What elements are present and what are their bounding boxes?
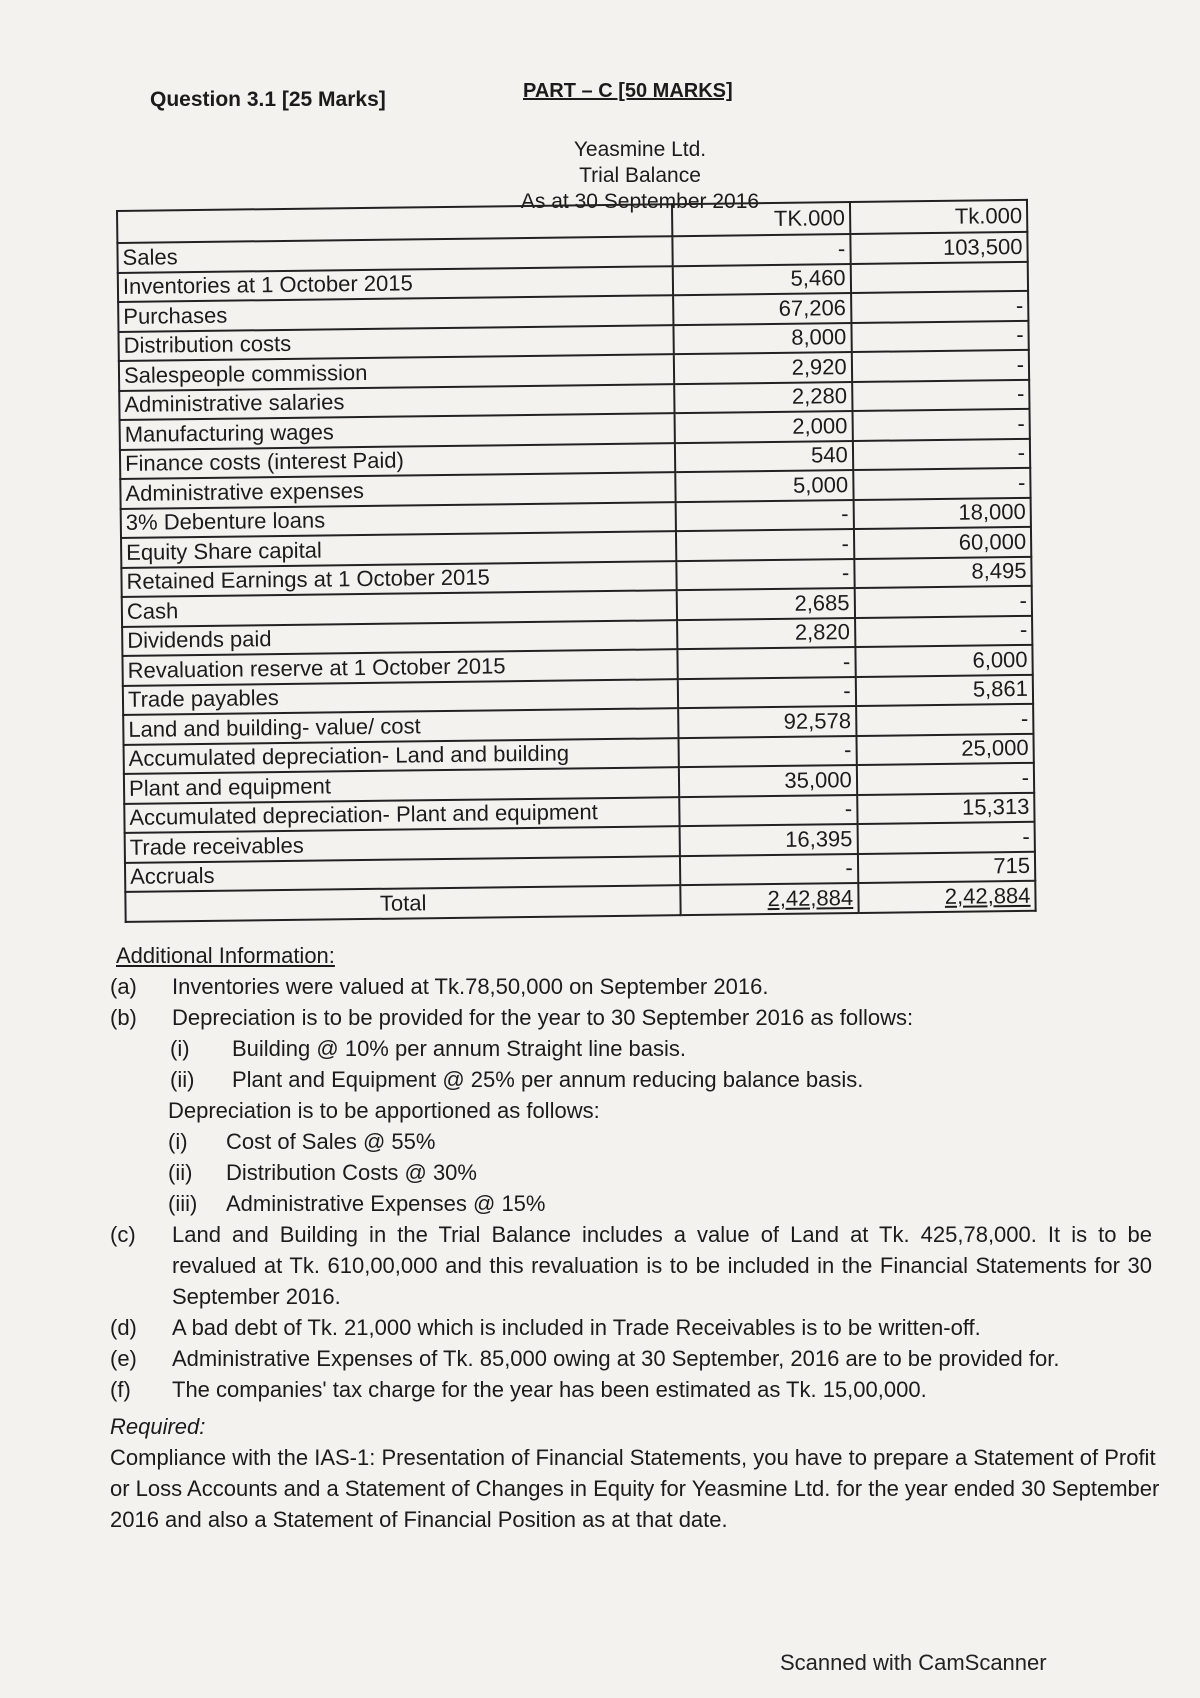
credit-amount: -: [853, 438, 1031, 470]
item-text: Administrative Expenses of Tk. 85,000 owing at 30 September, 2016 are to be provided for.: [172, 1346, 1060, 1371]
item-text: Cost of Sales @ 55%: [226, 1129, 436, 1154]
credit-amount: -: [851, 350, 1029, 382]
account-label: Equity Share capital: [121, 531, 677, 567]
debit-amount: 5,000: [676, 470, 854, 502]
item-tag: (a): [110, 974, 137, 999]
account-label: Salespeople commission: [119, 354, 675, 390]
item-text: The companies' tax charge for the year has been estimated as Tk. 15,00,000.: [172, 1377, 927, 1402]
credit-amount: 18,000: [853, 497, 1031, 529]
required-text: Compliance with the IAS-1: Presentation of Financial Statements, you have to prepare a Statement of Profit or Loss Accounts and a Statement of Changes in Equity for Yeasmine Ltd. for the year ended 30 September 2016 and also a Statement of Financial Position as at that date.: [110, 1445, 1160, 1532]
credit-amount: -: [857, 822, 1035, 854]
required-heading: Required:: [110, 1414, 206, 1439]
debit-amount: 16,395: [680, 824, 858, 856]
debit-header: TK.000: [672, 202, 850, 236]
debit-amount: -: [680, 794, 858, 826]
account-label: Trade payables: [123, 679, 679, 715]
info-item-c: [110, 1219, 1170, 1312]
debit-amount: -: [680, 853, 858, 885]
debit-amount: 2,820: [677, 618, 855, 650]
statement-date: As at 30 September 2016: [520, 190, 760, 213]
debit-amount: 8,000: [674, 323, 852, 355]
item-tag: (b): [110, 1005, 137, 1030]
item-tag: (e): [110, 1346, 137, 1371]
debit-amount: 2,000: [675, 411, 853, 443]
account-label: Dividends paid: [122, 620, 678, 656]
debit-amount: 67,206: [674, 293, 852, 325]
credit-amount: [858, 881, 1036, 913]
item-tag: (d): [110, 1315, 137, 1340]
item-text: Administrative Expenses @ 15%: [226, 1191, 546, 1216]
debit-amount: 2,920: [674, 352, 852, 384]
account-label: Manufacturing wages: [120, 413, 676, 449]
credit-amount: 103,500: [850, 232, 1028, 264]
item-text: Distribution Costs @ 30%: [226, 1160, 477, 1185]
statement-title: Trial Balance: [579, 164, 701, 187]
credit-amount: 15,313: [857, 792, 1035, 824]
additional-info-heading: Additional Information:: [116, 943, 335, 968]
account-label: Trade receivables: [125, 826, 681, 862]
credit-amount: 8,495: [854, 556, 1032, 588]
info-item-f: [110, 1374, 1170, 1405]
credit-amount: -: [851, 320, 1029, 352]
account-label: Sales: [117, 236, 673, 272]
account-label: Finance costs (interest Paid): [120, 443, 676, 479]
item-text: Inventories were valued at Tk.78,50,000 on September 2016.: [172, 974, 769, 999]
account-label: Accumulated depreciation- Land and building: [124, 738, 680, 774]
debit-amount: 35,000: [679, 765, 857, 797]
debit-amount: -: [678, 647, 856, 679]
item-text: Plant and Equipment @ 25% per annum reducing balance basis.: [232, 1067, 864, 1092]
info-item-b: [110, 1002, 1170, 1033]
question-title: Question 3.1 [25 Marks]: [150, 88, 386, 111]
debit-amount: -: [677, 559, 855, 591]
credit-amount: -: [856, 704, 1034, 736]
debit-amount: 540: [675, 441, 853, 473]
item-text: Building @ 10% per annum Straight line basis.: [232, 1036, 687, 1061]
debit-amount: 92,578: [679, 706, 857, 738]
credit-amount: 60,000: [854, 527, 1032, 559]
credit-amount: -: [853, 468, 1031, 500]
info-item-d: [110, 1312, 1170, 1343]
part-title: PART – C [50 MARKS]: [523, 80, 733, 102]
debit-amount-value: 2,42,884: [767, 884, 854, 911]
item-text: Land and Building in the Trial Balance includes a value of Land at Tk. 425,78,000. It is to be revalued at Tk. 610,00,000 and this revaluation is to be included in the Financial Statements for 30 September 2016.: [172, 1222, 1152, 1309]
debit-amount: -: [678, 677, 856, 709]
apportion-item: [110, 1188, 1170, 1219]
item-tag: (f): [110, 1377, 131, 1402]
item-tag: (c): [110, 1222, 136, 1247]
account-label: Administrative salaries: [119, 384, 675, 420]
scanner-watermark: Scanned with CamScanner: [780, 1650, 1047, 1675]
account-label: Retained Earnings at 1 October 2015: [121, 561, 677, 597]
credit-amount: [850, 261, 1028, 293]
info-item-a: [110, 971, 1170, 1002]
credit-amount: 715: [858, 851, 1036, 883]
info-item-e: [110, 1343, 1170, 1374]
account-label: 3% Debenture loans: [121, 502, 677, 538]
item-tag: (iii): [168, 1191, 198, 1216]
debit-amount: [681, 883, 859, 915]
account-label: Inventories at 1 October 2015: [118, 266, 674, 302]
credit-amount-value: 2,42,884: [944, 882, 1031, 909]
account-label: Cash: [122, 590, 678, 626]
account-label: Administrative expenses: [120, 472, 676, 508]
account-label: Plant and equipment: [124, 767, 680, 803]
debit-amount: 5,460: [673, 264, 851, 296]
credit-amount: -: [854, 586, 1032, 618]
credit-amount: -: [851, 291, 1029, 323]
debit-amount: -: [676, 500, 854, 532]
item-tag: (ii): [170, 1067, 195, 1092]
trial-balance-table: [116, 199, 1037, 923]
account-label: Purchases: [118, 295, 674, 331]
debit-amount: -: [676, 529, 854, 561]
account-label: Accruals: [125, 856, 681, 892]
item-tag: (i): [170, 1036, 190, 1061]
debit-amount: -: [679, 735, 857, 767]
account-label: Accumulated depreciation- Plant and equipment: [124, 797, 680, 833]
item-text: A bad debt of Tk. 21,000 which is included in Trade Receivables is to be written-off.: [172, 1315, 981, 1340]
debit-amount: 2,685: [677, 588, 855, 620]
credit-amount: 25,000: [856, 733, 1034, 765]
credit-amount: 5,861: [855, 674, 1033, 706]
account-label: Revaluation reserve at 1 October 2015: [122, 649, 678, 685]
company-name: Yeasmine Ltd.: [573, 138, 707, 161]
info-item-b-ii: [110, 1064, 1170, 1095]
credit-header: Tk.000: [850, 200, 1028, 234]
credit-amount: -: [857, 763, 1035, 795]
debit-amount: 2,280: [675, 382, 853, 414]
account-label: Distribution costs: [118, 325, 674, 361]
apportion-item: [110, 1157, 1170, 1188]
info-item-b-i: [110, 1033, 1170, 1064]
credit-amount: 6,000: [855, 645, 1033, 677]
additional-information: [110, 940, 1170, 1535]
item-tag: (ii): [168, 1160, 193, 1185]
apportion-item: [110, 1126, 1170, 1157]
item-tag: (i): [168, 1129, 188, 1154]
debit-amount: -: [673, 234, 851, 266]
item-text: Depreciation is to be provided for the year to 30 September 2016 as follows:: [172, 1005, 914, 1030]
credit-amount: -: [852, 379, 1030, 411]
credit-amount: -: [855, 615, 1033, 647]
credit-amount: -: [852, 409, 1030, 441]
apportion-text: Depreciation is to be apportioned as follows:: [168, 1098, 600, 1123]
account-label: Land and building- value/ cost: [123, 708, 679, 744]
account-label: Total: [125, 885, 681, 921]
